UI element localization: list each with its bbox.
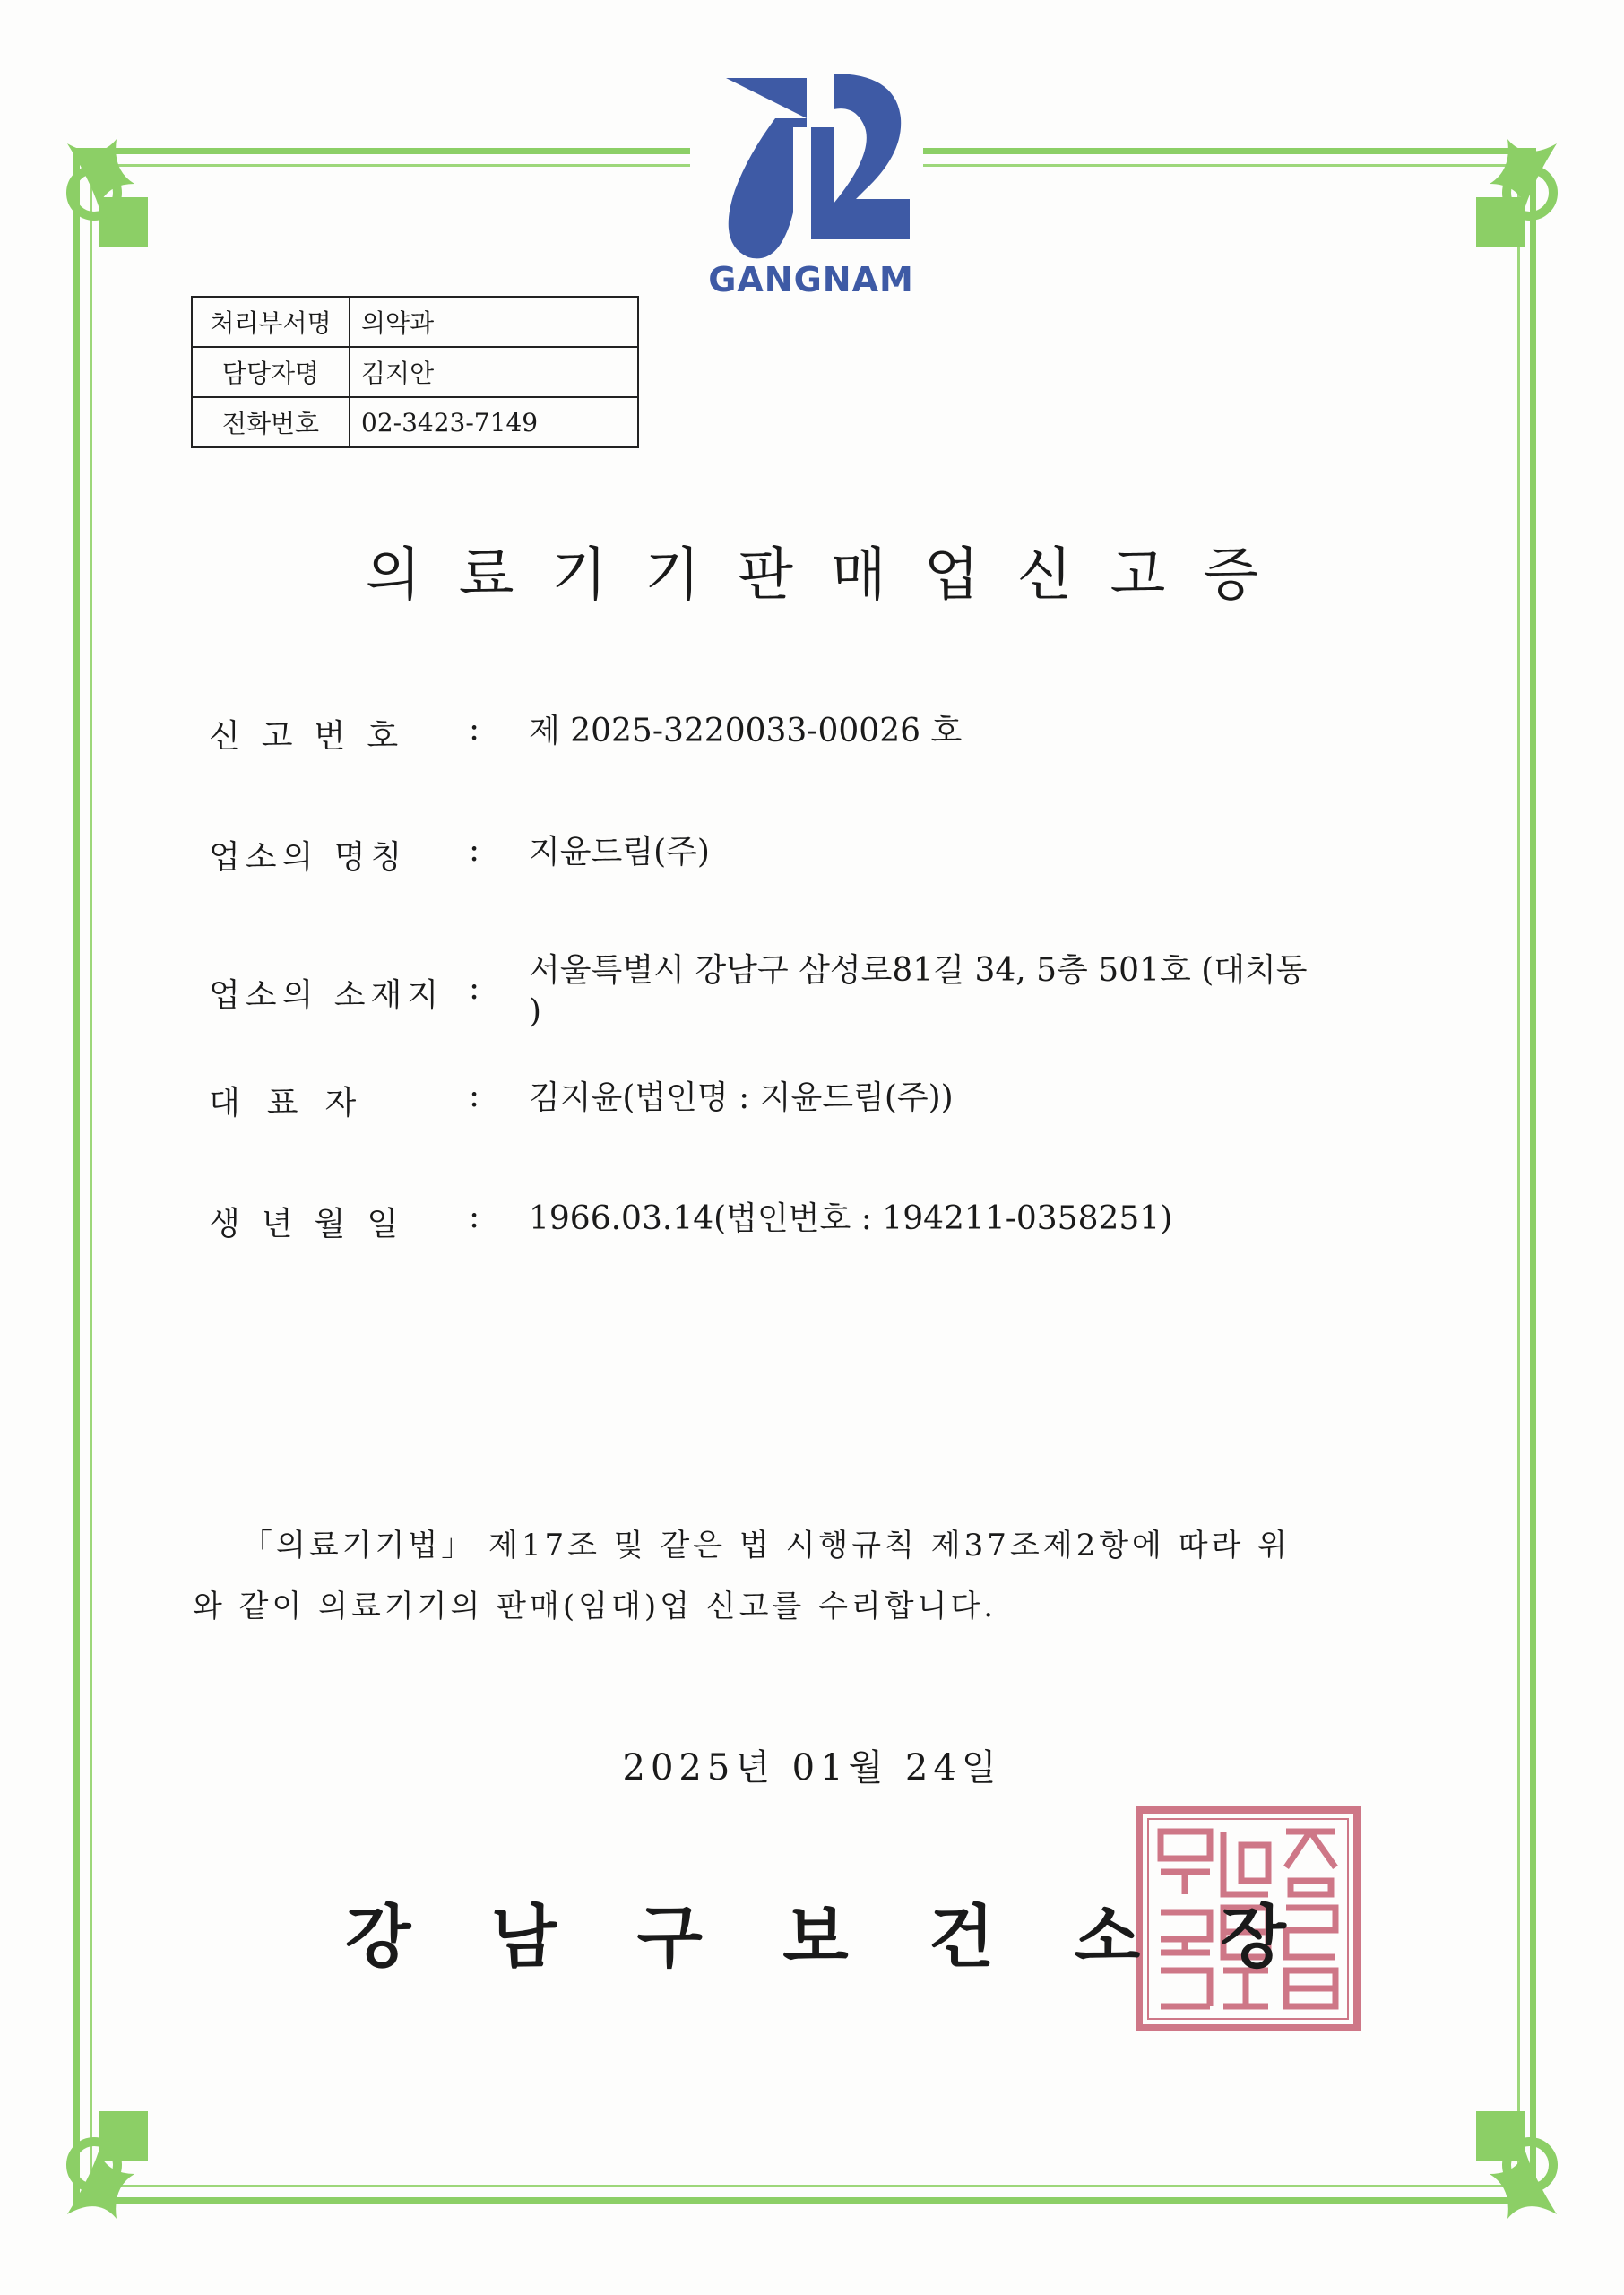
field-label: 생년월일 (209, 1206, 420, 1243)
field-colon: : (469, 711, 480, 748)
table-row (192, 297, 638, 347)
issuer-name (345, 1883, 1286, 1980)
table-row (192, 347, 638, 397)
field-value: 김지윤(법인명 : 지윤드림(주)) (529, 1079, 954, 1116)
certificate-statement (193, 1515, 1412, 1637)
corner-ornament-bottom-right (1427, 2089, 1561, 2223)
field-value: 지윤드림(주) (529, 834, 710, 870)
field-label: 신고번호 (209, 718, 420, 755)
field-label: 대표자 (209, 1085, 384, 1122)
field-value: 1966.03.14(법인번호 : 194211-0358251) (529, 1200, 1173, 1237)
address-line-1: 서울특별시 강남구 삼성로81길 34, 5층 501호 (대치동 (529, 952, 1308, 989)
info-label: 처리부서명 (192, 297, 350, 347)
issuer-char: 남 (490, 1897, 557, 1977)
field-value (529, 950, 1425, 1033)
issuer-char: 강 (345, 1897, 411, 1977)
field-colon: : (469, 1199, 480, 1235)
issuer-char: 보 (782, 1897, 849, 1977)
issuer-char: 건 (929, 1897, 995, 1977)
issuer-char: 구 (636, 1897, 703, 1977)
department-info-table (191, 296, 639, 448)
logo-text: GANGNAM (708, 260, 914, 299)
field-colon: : (469, 1078, 480, 1114)
corner-ornament-bottom-left (63, 2089, 197, 2223)
address-line-2: ) (529, 993, 542, 1030)
field-value: 제 2025-3220033-00026 호 (529, 713, 963, 749)
certificate-title: 의료기기판매업신고증 (365, 542, 1297, 609)
statement-line-1: 「의료기기법」 제17조 및 같은 법 시행규칙 제37조제2항에 따라 위 (242, 1528, 1291, 1563)
gangnam-logo-icon (699, 56, 914, 280)
field-colon: : (469, 832, 480, 869)
issuer-char: 소 (1074, 1897, 1141, 1977)
info-label: 담당자명 (192, 347, 350, 397)
field-colon: : (469, 970, 480, 1007)
info-label: 전화번호 (192, 397, 350, 447)
info-value: 02-3423-7149 (350, 397, 638, 447)
issuer-char: 장 (1220, 1897, 1286, 1977)
corner-ornament-top-left (63, 134, 197, 269)
field-label: 업소의 명칭 (209, 839, 408, 876)
info-value: 김지안 (350, 347, 638, 397)
info-value: 의약과 (350, 297, 638, 347)
field-label: 업소의 소재지 (209, 977, 445, 1014)
table-row (192, 397, 638, 447)
issue-date: 2025년 01월 24일 (622, 1747, 1002, 1788)
statement-line-2: 와 같이 의료기기의 판매(임대)업 신고를 수리합니다. (193, 1589, 998, 1624)
corner-ornament-top-right (1427, 134, 1561, 269)
